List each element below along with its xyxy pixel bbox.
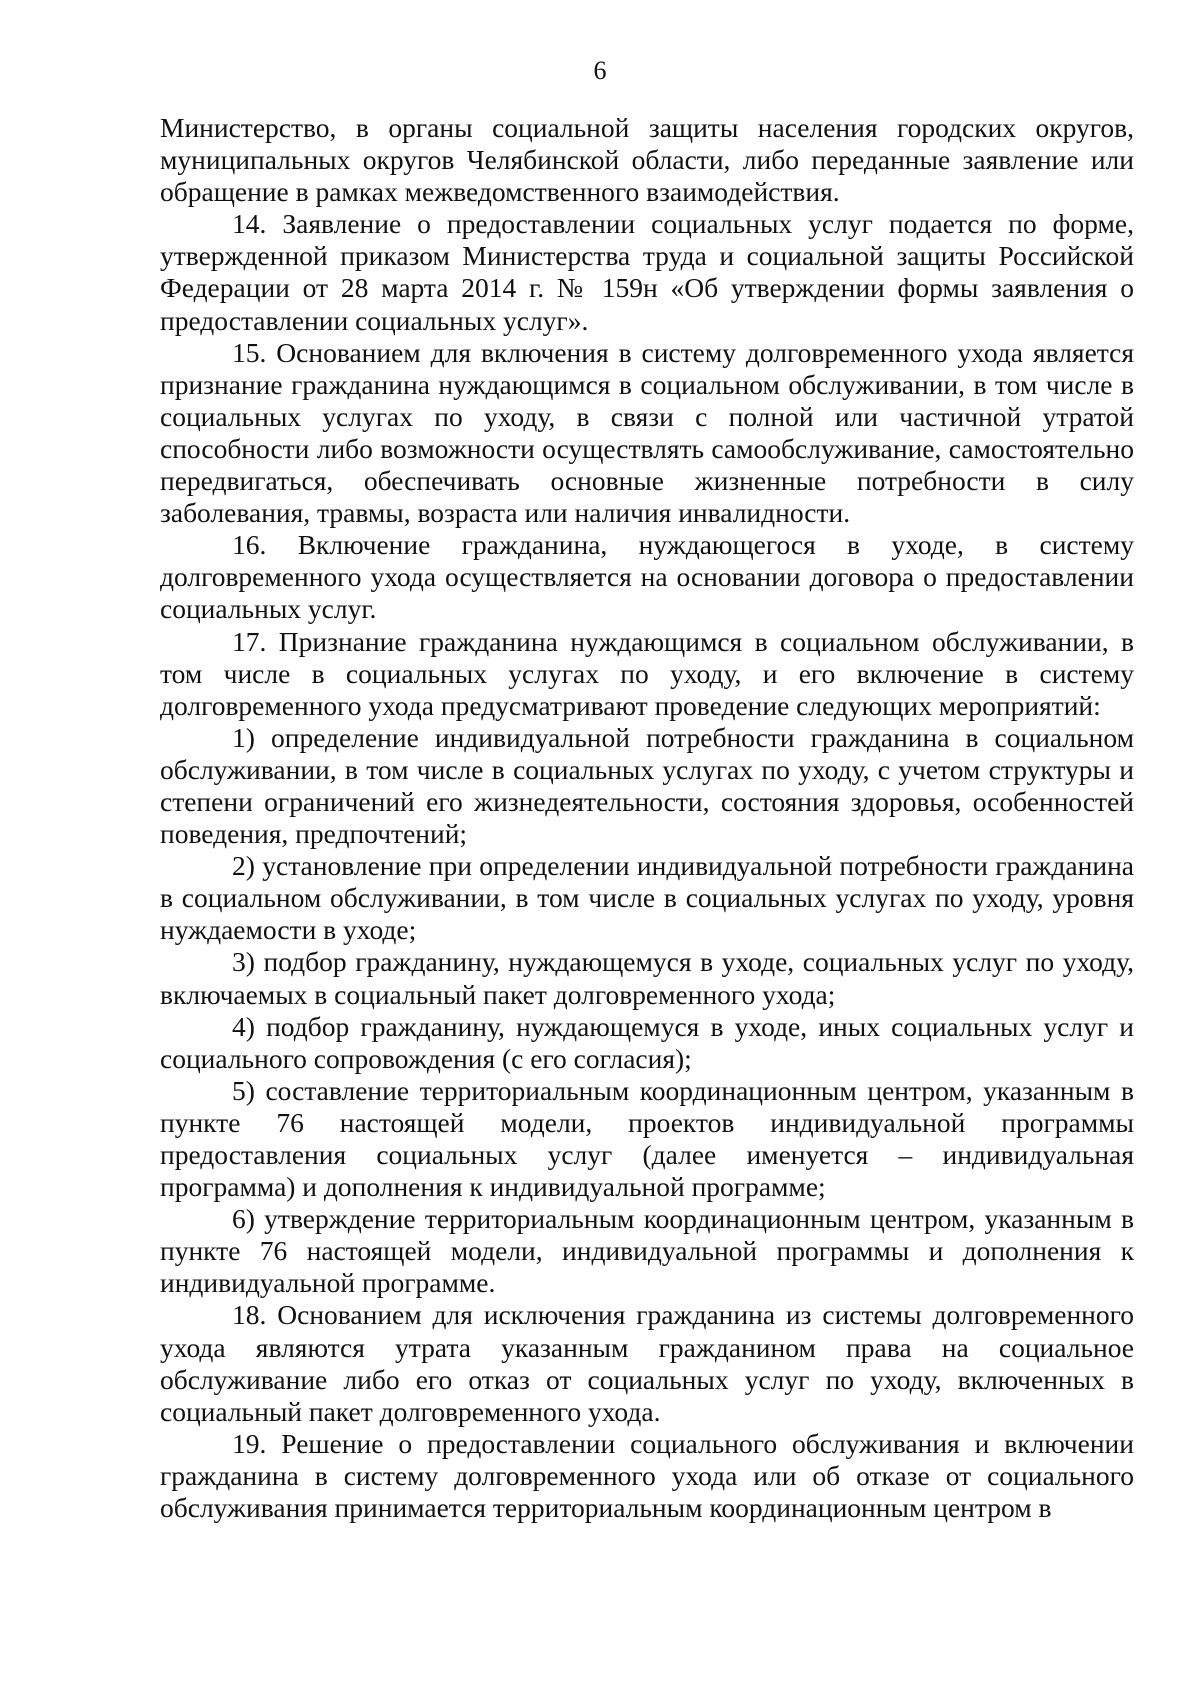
subitem-6: 6) утверждение территориальным координационным центром, указанным в пункте 76 настоящей модели, индивидуальной программы и дополнения к индивидуальной программе. [160,1203,1134,1299]
subitem-1: 1) определение индивидуальной потребности гражданина в социальном обслуживании, в том числе в социальных услугах по уходу, с учетом структуры и степени ограничений его жизнедеятельности, состояния здоровья, особенностей поведения, предпочтений; [160,721,1134,850]
paragraph-item-15: 15. Основанием для включения в систему долговременного ухода является признание гражданина нуждающимся в социальном обслуживании, в том числе в социальных услугах по уходу, в связи с полной или частичной утратой способности либо возможности осуществлять самообслуживание, самостоятельно передвигаться, обеспечивать основные жизненные потребности в силу заболевания, травмы, возраста или наличия инвалидности. [160,336,1134,529]
subitem-5: 5) составление территориальным координационным центром, указанным в пункте 76 настоящей модели, проектов индивидуальной программы предоставления социальных услуг (далее именуется – индивидуальная программа) и дополнения к индивидуальной программе; [160,1074,1134,1203]
paragraph-item-19: 19. Решение о предоставлении социального обслуживания и включении гражданина в систему долговременного ухода или об отказе от социального обслуживания принимается территориальным координационным центром в [160,1427,1134,1524]
paragraph-item-16: 16. Включение гражданина, нуждающегося в уходе, в систему долговременного ухода осуществляется на основании договора о предоставлении социальных услуг. [160,529,1134,625]
subitem-4: 4) подбор гражданину, нуждающемуся в уходе, иных социальных услуг и социального сопровождения (с его согласия); [160,1010,1134,1074]
paragraph-item-17: 17. Признание гражданина нуждающимся в социальном обслуживании, в том числе в социальных услугах по уходу, и его включение в систему долговременного ухода предусматривают проведение следующих мероприятий: [160,625,1134,721]
paragraph-continuation: Министерство, в органы социальной защиты населения городских округов, муниципальных округов Челябинской области, либо переданные заявление или обращение в рамках межведомственного взаимодействия. [160,112,1134,208]
subitem-2: 2) установление при определении индивидуальной потребности гражданина в социальном обслуживании, в том числе в социальных услугах по уходу, уровня нуждаемости в уходе; [160,850,1134,946]
page-number: 6 [593,56,607,85]
paragraph-item-18: 18. Основанием для исключения гражданина из системы долговременного ухода являются утрата указанным гражданином права на социальное обслуживание либо его отказ от социальных услуг по уходу, включенных в социальный пакет долговременного ухода. [160,1299,1134,1427]
document-body [160,112,1134,1524]
subitem-3: 3) подбор гражданину, нуждающемуся в уходе, социальных услуг по уходу, включаемых в социальный пакет долговременного ухода; [160,946,1134,1010]
paragraph-item-14: 14. Заявление о предоставлении социальных услуг подается по форме, утвержденной приказом Министерства труда и социальной защиты Российской Федерации от 28 марта 2014 г. № 159н «Об утверждении формы заявления о предоставлении социальных услуг». [160,208,1134,336]
